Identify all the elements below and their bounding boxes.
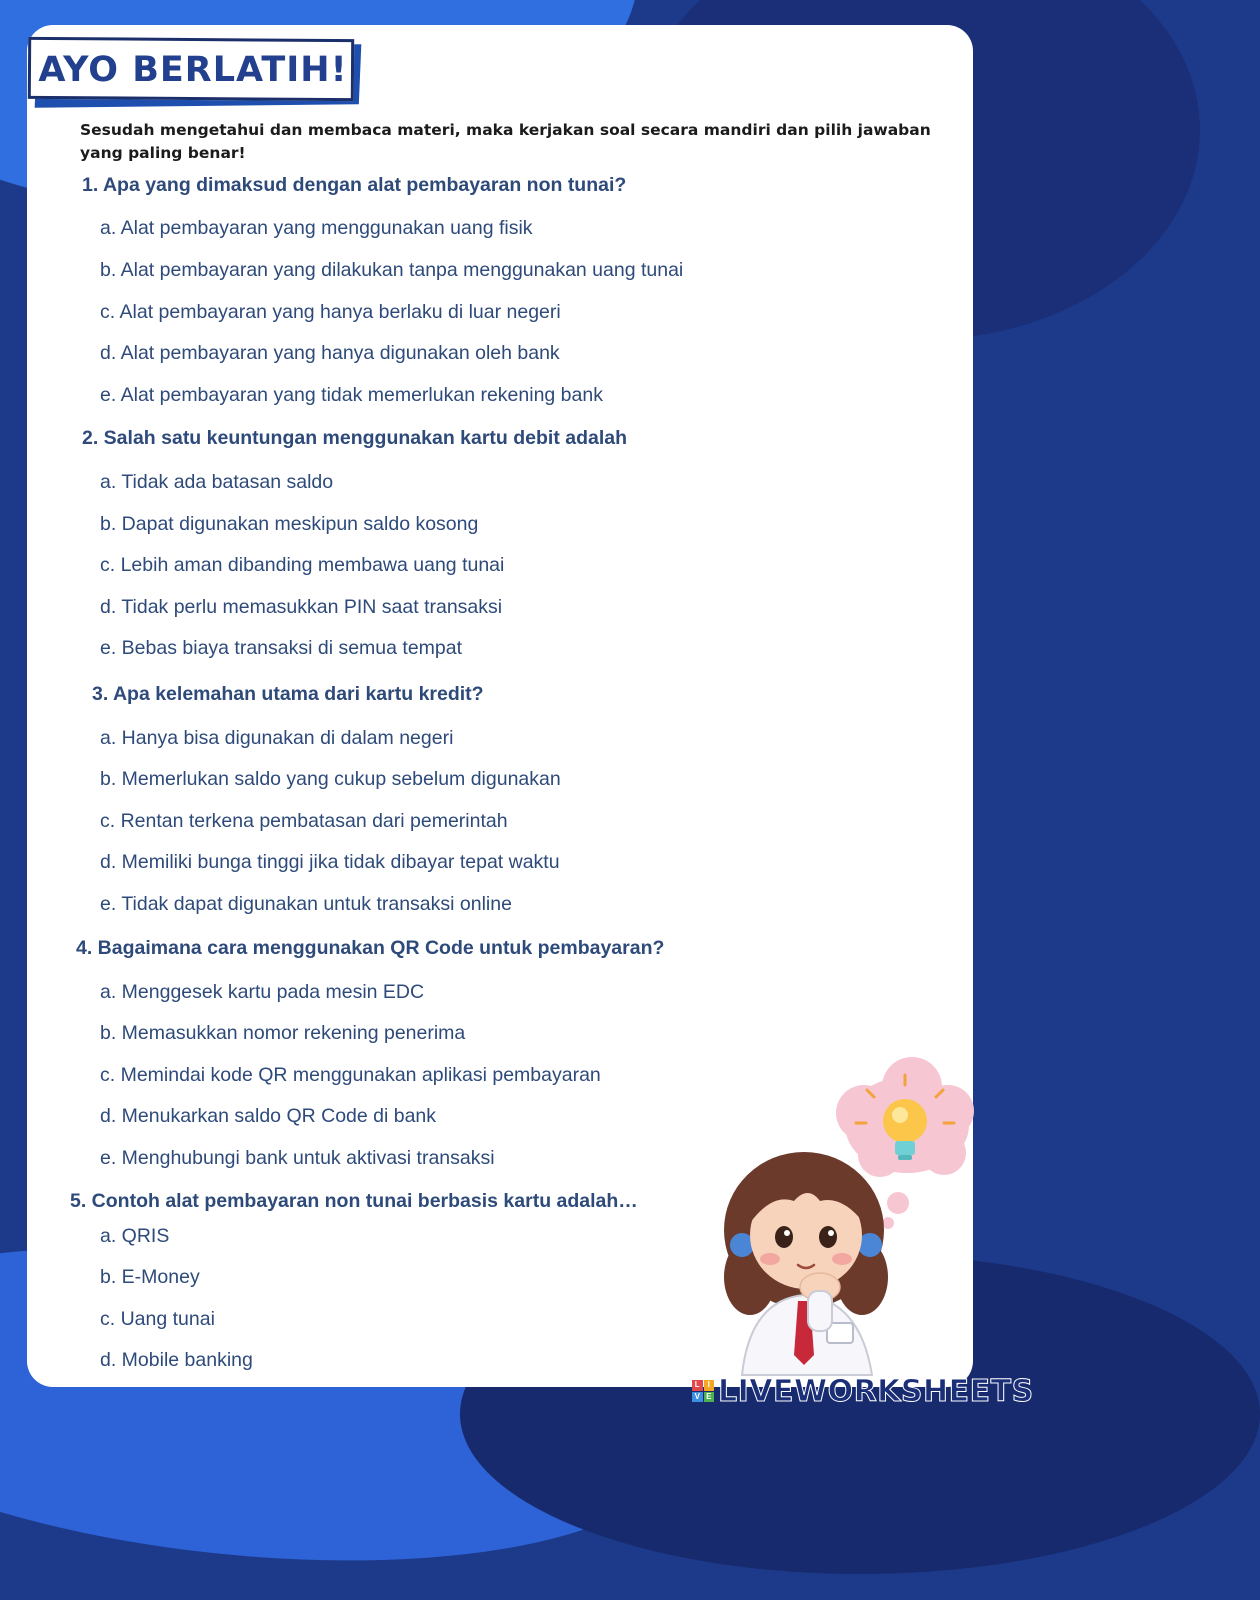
instructions-text: Sesudah mengetahui dan membaca materi, maka kerjakan soal secara mandiri dan pilih jawaban yang paling benar! xyxy=(80,121,931,162)
question-5: 5. Contoh alat pembayaran non tunai berbasis kartu adalah… xyxy=(70,1190,638,1212)
page-title: AYO BERLATIH! xyxy=(38,50,348,90)
question-3-option-b[interactable]: b. Memerlukan saldo yang cukup sebelum digunakan xyxy=(100,768,561,790)
question-5-option-a[interactable]: a. QRIS xyxy=(100,1225,170,1247)
watermark-brand-text: LIVEWORKSHEETS xyxy=(718,1373,1034,1409)
logo-letter-e: E xyxy=(704,1392,715,1403)
question-4: 4. Bagaimana cara menggunakan QR Code untuk pembayaran? xyxy=(76,937,665,959)
question-1-option-a[interactable]: a. Alat pembayaran yang menggunakan uang fisik xyxy=(100,217,533,239)
question-4-option-e[interactable]: e. Menghubungi bank untuk aktivasi transaksi xyxy=(100,1147,495,1169)
question-2-option-e[interactable]: e. Bebas biaya transaksi di semua tempat xyxy=(100,637,463,659)
question-5-option-c[interactable]: c. Uang tunai xyxy=(100,1308,215,1330)
thinking-girl-svg xyxy=(712,1055,997,1375)
question-1-option-e[interactable]: e. Alat pembayaran yang tidak memerlukan rekening bank xyxy=(100,384,603,406)
question-2-option-a[interactable]: a. Tidak ada batasan saldo xyxy=(100,471,334,493)
question-1-option-b[interactable]: b. Alat pembayaran yang dilakukan tanpa menggunakan uang tunai xyxy=(100,259,684,281)
question-5-option-d[interactable]: d. Mobile banking xyxy=(100,1349,253,1371)
question-4-option-d[interactable]: d. Menukarkan saldo QR Code di bank xyxy=(100,1105,437,1127)
logo-letter-l: L xyxy=(692,1380,703,1391)
question-1-option-c[interactable]: c. Alat pembayaran yang hanya berlaku di luar negeri xyxy=(100,301,561,323)
question-2-option-c[interactable]: c. Lebih aman dibanding membawa uang tunai xyxy=(100,554,505,576)
question-5-option-b[interactable]: b. E-Money xyxy=(100,1266,200,1288)
question-1: 1. Apa yang dimaksud dengan alat pembayaran non tunai? xyxy=(82,174,627,196)
question-2: 2. Salah satu keuntungan menggunakan kartu debit adalah xyxy=(82,427,628,449)
question-3-option-c[interactable]: c. Rentan terkena pembatasan dari pemerintah xyxy=(100,810,508,832)
question-4-option-a[interactable]: a. Menggesek kartu pada mesin EDC xyxy=(100,981,425,1003)
logo-letter-i: I xyxy=(704,1380,715,1391)
question-1-option-d[interactable]: d. Alat pembayaran yang hanya digunakan oleh bank xyxy=(100,342,560,364)
thinking-girl-illustration xyxy=(712,1055,997,1375)
question-2-option-b[interactable]: b. Dapat digunakan meskipun saldo kosong xyxy=(100,513,479,535)
question-2-option-d[interactable]: d. Tidak perlu memasukkan PIN saat transaksi xyxy=(100,596,503,618)
question-3-option-a[interactable]: a. Hanya bisa digunakan di dalam negeri xyxy=(100,727,454,749)
logo-letter-v: V xyxy=(692,1392,703,1403)
question-3-option-e[interactable]: e. Tidak dapat digunakan untuk transaksi online xyxy=(100,893,512,915)
question-3: 3. Apa kelemahan utama dari kartu kredit? xyxy=(92,683,484,705)
liveworksheets-watermark xyxy=(692,1374,1034,1408)
title-banner xyxy=(28,36,364,112)
girl-figure-icon xyxy=(724,1152,888,1375)
question-4-option-b[interactable]: b. Memasukkan nomor rekening penerima xyxy=(100,1022,466,1044)
question-4-option-c[interactable]: c. Memindai kode QR menggunakan aplikasi pembayaran xyxy=(100,1064,601,1086)
question-3-option-d[interactable]: d. Memiliki bunga tinggi jika tidak dibayar tepat waktu xyxy=(100,851,560,873)
liveworksheets-logo-icon xyxy=(692,1380,714,1402)
